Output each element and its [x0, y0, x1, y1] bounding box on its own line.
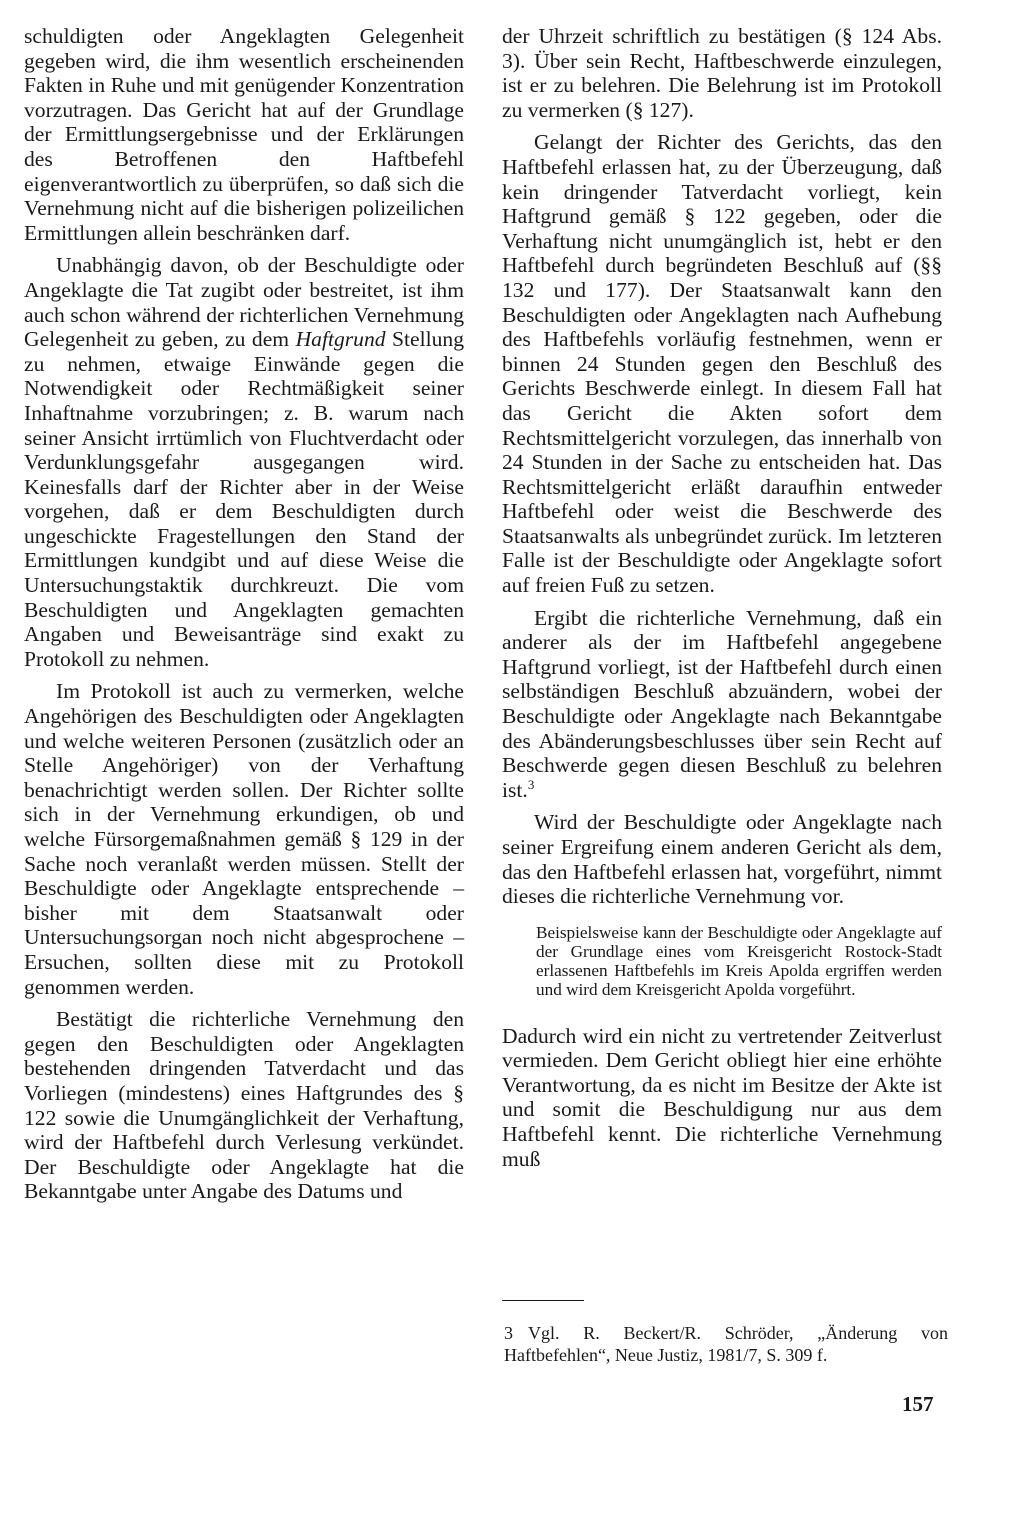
paragraph: Wird der Beschuldigte oder Angeklagte nach seiner Ergreifung einem anderen Gericht als dem, das den Haftbefehl erlassen hat, vorgeführt, nimmt dieses die richterliche Vernehmung vor. [502, 810, 942, 909]
paragraph-text: Unabhängig davon, ob der Beschuldigte oder Angeklagte die Tat zugibt oder bestreitet, ist ihm auch schon während der richterlichen Vernehmung Gelegenheit zu geben, zu dem [24, 253, 464, 352]
paragraph-text: Ergibt die richterliche Vernehmung, daß ein anderer als der im Haftbefehl angegebene Haftgrund vorliegt, ist der Haftbefehl durch einen selbständigen Beschluß abzuändern, wobei der Beschuldigte oder Angeklagte nach Bekanntgabe des Abänderungsbeschlusses über sein Recht auf Beschwerde gegen diesen Beschluß zu belehren ist. [502, 605, 942, 802]
page-number: 157 [902, 1392, 934, 1416]
paragraph: der Uhrzeit schriftlich zu bestätigen (§ 124 Abs. 3). Über sein Recht, Haftbeschwerde einzulegen, ist er zu belehren. Die Belehrung ist im Protokoll zu vermerken (§ 127). [502, 24, 942, 122]
example-block: Beispielsweise kann der Beschuldigte oder Angeklagte auf der Grundlage eines vom Kreisgericht Rostock-Stadt erlassenen Haftbefehls im Kreis Apolda ergriffen werden und wird dem Kreisgericht Apolda vorgeführt. [536, 922, 942, 1000]
paragraph [502, 606, 942, 803]
footnote-number: 3 [504, 1323, 513, 1343]
emphasis-haftgrund: Haftgrund [295, 327, 386, 352]
footnote-text: Vgl. R. Beckert/R. Schröder, „Änderung von Haftbefehlen“, Neue Justiz, 1981/7, S. 309 f. [504, 1323, 948, 1365]
paragraph: schuldigten oder Angeklagten Gelegenheit gegeben wird, die ihm wesentlich erscheinenden Fakten in Ruhe und mit genügender Konzentration vorzutragen. Das Gericht hat auf der Grundlage der Ermittlungsergebnisse und der Erklärungen des Betroffenen den Haftbefehl eigenverantwortlich zu überprüfen, so daß sich die Vernehmung nicht auf die bisherigen polizeilichen Ermittlungen allein beschränken darf. [24, 24, 464, 245]
footnote [504, 1322, 948, 1366]
paragraph: Dadurch wird ein nicht zu vertretender Zeitverlust vermieden. Dem Gericht obliegt hier eine erhöhte Verantwortung, da es nicht im Besitze der Akte ist und somit die Beschuldigung nur aus dem Haftbefehl kennt. Die richterliche Vernehmung muß [502, 1023, 942, 1171]
paragraph: Gelangt der Richter des Gerichts, das den Haftbefehl erlassen hat, zu der Überzeugung, daß kein dringender Tatverdacht vorliegt, kein Haftgrund gemäß § 122 gegeben, oder die Verhaftung nicht unumgänglich ist, hebt er den Haftbefehl durch begründeten Beschluß auf (§§ 132 und 177). Der Staatsanwalt kann den Beschuldigten oder Angeklagten nach Aufhebung des Haftbefehls vorläufig festnehmen, wenn er binnen 24 Stunden gegen den Beschluß des Gerichts Beschwerde einlegt. In diesem Fall hat das Gericht die Akten sofort dem Rechtsmittelgericht vorzulegen, das innerhalb von 24 Stunden in der Sache zu entscheiden hat. Das Rechtsmittelgericht erläßt daraufhin entweder Haftbefehl oder weist die Beschwerde des Staatsanwalts als unbegründet zurück. Im letzteren Falle ist der Beschuldigte oder Angeklagte sofort auf freien Fuß zu setzen. [502, 130, 942, 598]
paragraph: Bestätigt die richterliche Vernehmung den gegen den Beschuldigten oder Angeklagten bestehenden dringenden Tatverdacht und das Vorliegen (mindestens) eines Haftgrundes des § 122 sowie die Unumgänglichkeit der Verhaftung, wird der Haftbefehl durch Verlesung verkündet. Der Beschuldigte oder Angeklagte hat die Bekanntgabe unter Angabe des Datums und [24, 1007, 464, 1204]
paragraph-text: Stellung zu nehmen, etwaige Einwände gegen die Notwendigkeit oder Rechtmäßigkeit seiner Inhaftnahme vorzubringen; z. B. warum nach seiner Ansicht irrtümlich von Fluchtverdacht oder Verdunklungsgefahr ausgegangen wird. Keinesfalls darf der Richter aber in der Weise vorgehen, daß er dem Beschuldigten durch ungeschickte Fragestellungen den Stand der Ermittlungen kundgibt und auf diese Weise die Untersuchungstaktik durchkreuzt. Die vom Beschuldigten und Angeklagten gemachten Angaben und Beweisanträge sind exakt zu Protokoll zu nehmen. [24, 327, 464, 671]
footnote-divider [502, 1300, 584, 1301]
right-column [502, 24, 942, 1179]
footnote-marker: 3 [527, 776, 535, 792]
paragraph [24, 253, 464, 671]
paragraph: Im Protokoll ist auch zu vermerken, welche Angehörigen des Beschuldigten oder Angeklagten und welche weiteren Personen (zusätzlich oder an Stelle Angehöriger) von der Verhaftung benachrichtigt werden sollen. Der Richter sollte sich in der Vernehmung erkundigen, ob und welche Fürsorgemaßnahmen gemäß § 129 in der Sache noch veranlaßt werden müssen. Stellt der Beschuldigte oder Angeklagte entsprechende – bisher mit dem Staatsanwalt oder Untersuchungsorgan noch nicht abgesprochene – Ersuchen, sollten diese mit zu Protokoll genommen werden. [24, 679, 464, 999]
left-column [24, 24, 464, 1212]
